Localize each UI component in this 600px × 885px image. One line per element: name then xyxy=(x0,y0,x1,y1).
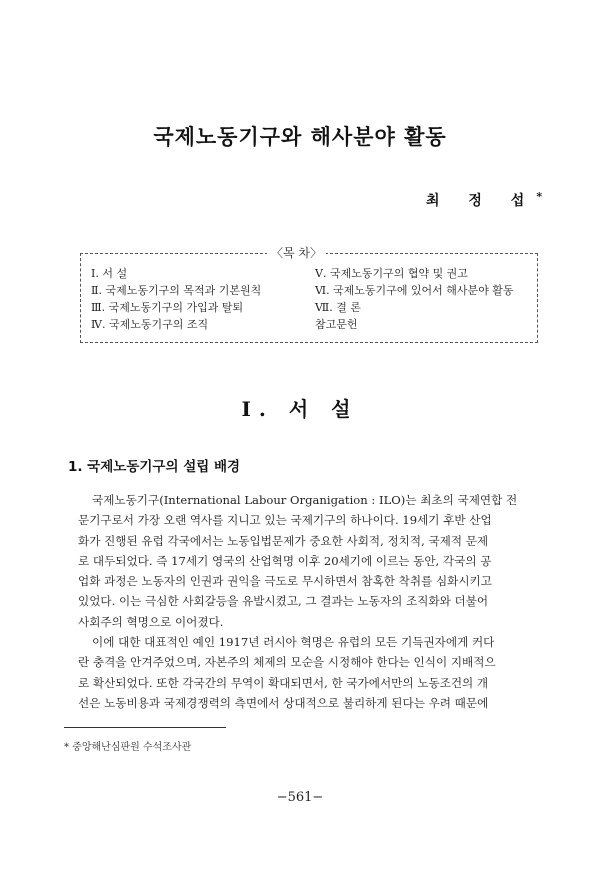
toc-item: Ⅲ. 국제노동기구의 가입과 탈퇴 xyxy=(91,301,244,314)
body-line: 로 대두되었다. 즉 17세기 영국의 산업혁명 이후 20세기에 이르는 동안, 각국의 공 xyxy=(78,553,492,568)
author-name-text: 최 정 섭 xyxy=(426,193,537,209)
table-of-contents xyxy=(80,246,538,343)
body-line: 란 충격을 안겨주었으며, 자본주의 체제의 모순을 시정해야 한다는 인식이 지배적으 xyxy=(78,655,496,670)
toc-item: 참고문헌 xyxy=(315,318,358,331)
toc-right-column xyxy=(315,265,514,333)
article-title: 국제노동기구와 해사분야 활동 xyxy=(153,125,447,149)
body-line: 국제노동기구(International Labour Organigation : ILO)는 최초의 국제연합 전 xyxy=(92,493,518,507)
body-line: 사회주의 혁명으로 이어졌다. xyxy=(78,614,224,629)
body-line: 업화 과정은 노동자의 인권과 권익을 극도로 무시하면서 참혹한 착취를 심화시키고 xyxy=(78,574,492,589)
toc-item: Ⅱ. 국제노동기구의 목적과 기본원칙 xyxy=(91,284,262,297)
page-number: −561− xyxy=(276,790,324,805)
body-line: 있었다. 이는 극심한 사회갈등을 유발시켰고, 그 결과는 노동자의 조직화와 더불어 xyxy=(78,594,489,609)
author-name xyxy=(426,190,542,210)
toc-heading: 〈목 차〉 xyxy=(267,244,326,261)
body-paragraphs xyxy=(78,490,540,713)
body-line: 화가 진행된 유럽 각국에서는 노동입법문제가 중요한 사회적, 정치적, 국제적 문제 xyxy=(78,533,489,548)
body-line: 선은 노동비용과 국제경쟁력의 측면에서 상대적으로 불리하게 된다는 우려 때문에 xyxy=(78,695,489,710)
author-footnote-mark: * xyxy=(536,190,543,203)
body-line: 로 확산되었다. 또한 각국간의 무역이 확대되면서, 한 국가에서만의 노동조건의 개 xyxy=(78,675,489,690)
subsection-heading: 1. 국제노동기구의 설립 배경 xyxy=(68,459,241,475)
toc-item: Ⅰ. 서 설 xyxy=(91,267,128,280)
toc-left-column xyxy=(91,265,261,333)
footnote: * 중앙해난심판원 수석조사관 xyxy=(64,742,192,753)
toc-item: Ⅳ. 국제노동기구의 조직 xyxy=(91,318,209,331)
toc-item: Ⅴ. 국제노동기구의 협약 및 권고 xyxy=(315,267,468,280)
toc-item: Ⅶ. 결 론 xyxy=(315,301,361,314)
section-heading: Ⅰ. 서 설 xyxy=(241,397,359,421)
toc-item: Ⅵ. 국제노동기구에 있어서 해사분야 활동 xyxy=(315,284,514,297)
footnote-divider xyxy=(64,727,226,728)
body-line: 문기구로서 가장 오랜 역사를 지니고 있는 국제기구의 하나이다. 19세기 후반 산업 xyxy=(78,513,492,528)
body-line: 이에 대한 대표적인 예인 1917년 러시아 혁명은 유럽의 모든 기득권자에게 커다 xyxy=(92,635,495,650)
